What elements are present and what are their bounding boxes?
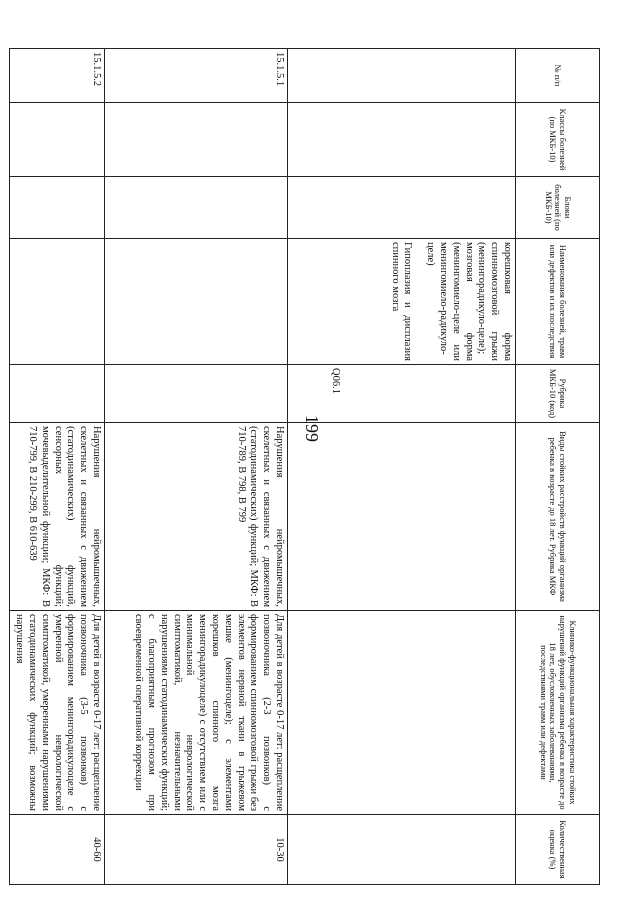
cell-clinical-characteristic	[288, 611, 516, 815]
row-number: 15.1.5.2	[10, 49, 105, 103]
cell-icd-code	[288, 365, 516, 423]
table-header-row	[516, 49, 600, 885]
disease-name-2: Гипоплазия и дисплазия спинного мозга	[389, 242, 414, 361]
cell-disease-class	[288, 103, 516, 177]
cell-disease-name	[10, 239, 105, 365]
clinical-description: Для детей в возрасте 0-17 лет: расщепление позвоночника (2-3 позвонков) с формированием спинномозговой грыжи без элементов нервной ткани в грыжевом мешке (менингоцеле); с элементами корешков спинного мозга менингорадикулоцеле) с отсутствием или с минимальной неврологической симптоматикой, незначительными нарушениями статодинамических функций; с благоприятным прогнозом при своевременной оперативной коррекции	[105, 611, 288, 815]
disability-criteria-table	[9, 48, 600, 885]
quantitative-score: 10-30	[105, 815, 288, 885]
header-icd-code: Рубрика МКБ-10 (код)	[516, 365, 600, 423]
header-function-type: Виды стойких расстройств функций организма ребенка в возрасте до 18 лет. Рубрика МКФ	[516, 423, 600, 611]
cell-disease-name	[105, 239, 288, 365]
header-number: № п/п	[516, 49, 600, 103]
row-number: 15.1.5.1	[105, 49, 288, 103]
table-row	[10, 49, 105, 885]
function-description: Нарушения нейромышечных, скелетных и связанных с движением (статодинамических) функций, сенсорных функций; мочевыделительной функции; МКФ: В 710-799, В 210-299, В 610-639	[10, 423, 105, 611]
cell-disease-name	[288, 239, 516, 365]
header-clinical-characteristic: Клинико-функциональная характеристика стойких нарушений функций организма ребенка в возрасте до 18 лет, обусловленных заболеваниями, последствиями травм или дефектами	[516, 611, 600, 815]
cell-disease-block	[105, 177, 288, 239]
quantitative-score: 40-60	[10, 815, 105, 885]
header-disease-name: Наименования болезней, травм или дефектов и их последствия	[516, 239, 600, 365]
cell-icd-code	[10, 365, 105, 423]
table-row	[288, 49, 516, 885]
rotated-table-container	[14, 48, 600, 884]
cell-function-type	[288, 423, 516, 611]
disease-name-1: корешковая форма спинномозговой грыжи (менингорадикуло-целе); мозговая форма (менингомиело-целе или менингомиело-радикуло-целе)	[425, 242, 513, 361]
header-quantitative-score: Количественная оценка (%)	[516, 815, 600, 885]
table-row	[105, 49, 288, 885]
cell-disease-block	[288, 177, 516, 239]
clinical-description: Для детей в возрасте 0-17 лет: расщепление позвоночника (3-5 позвонков) с формированием менингорадикулоцеле с умеренной неврологической симптоматикой, умеренными нарушениями статодинамических функций; возможны нарушения	[10, 611, 105, 815]
header-disease-block: Блоки болезней (по МКБ-10)	[516, 177, 600, 239]
header-disease-class: Классы болезней (по МКБ-10)	[516, 103, 600, 177]
cell-quantitative-score	[288, 815, 516, 885]
function-description: Нарушения нейромышечных, скелетных и связанных с движением (статодинамических) функций; МКФ: В 710-789, В 798, В 799	[105, 423, 288, 611]
cell-disease-class	[105, 103, 288, 177]
cell-disease-class	[10, 103, 105, 177]
cell-icd-code	[105, 365, 288, 423]
icd-code-2: Q06.1	[330, 368, 341, 394]
cell-disease-block	[10, 177, 105, 239]
cell-number	[288, 49, 516, 103]
page-number: 199	[302, 415, 322, 442]
